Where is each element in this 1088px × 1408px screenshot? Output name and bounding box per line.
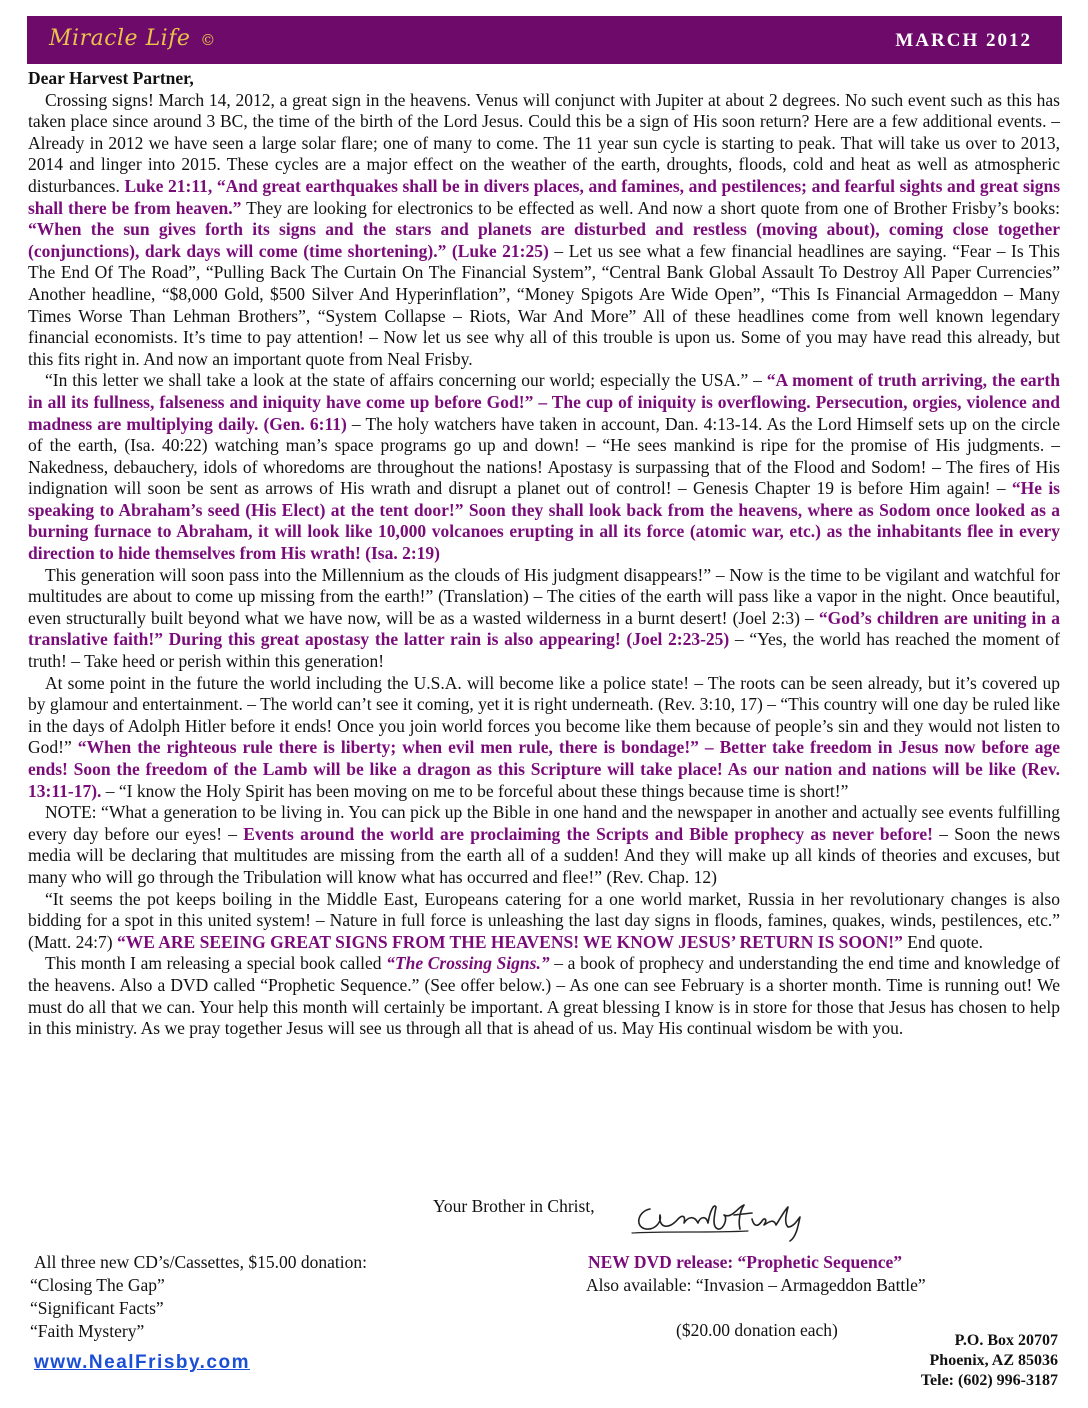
p2-text-a: “In this letter we shall take a look at the state of affairs concerning our world; especially the USA.” –: [45, 370, 762, 391]
cd-title: “Significant Facts”: [30, 1298, 164, 1318]
po-box: P.O. Box 20707: [954, 1332, 1058, 1349]
p5-text-c: – Soon the news media will be declaring that multitudes are missing from the earth all of a sudden! And they will make up all kinds of theories and excuses, but many who will go through the Tribulation will know what has occurred and flee!” (Rev. Chap. 12): [28, 823, 1061, 887]
paragraph-4: [28, 673, 1060, 803]
dvd-also-available: Also available: “Invasion – Armageddon Battle”: [586, 1275, 926, 1295]
signature: [628, 1197, 828, 1243]
dvd-heading: NEW DVD release: “Prophetic Sequence”: [588, 1252, 902, 1272]
p2-quote-2: “He is speaking to Abraham’s seed (His Elect) at the tent door!” Soon they shall look back from the heavens, where as Sodom once looked as a burning furnace to Abraham, it will look like 10,000 volcanoes erupting in all its force (atomic war, etc.) as the inhabitants flee in every direction to hide themselves from His wrath! (Isa. 2:19): [28, 478, 1060, 564]
paragraph-3: [28, 565, 1060, 673]
p7-text-b: – a book of prophecy and understanding the end time and knowledge of the heavens. Also a DVD called “Prophetic Sequence.” (See offer below.) – As one can see February is a shorter month. Time is running out! We must do all that we can. Your help this month will certainly be important. A great blessing I know is in store for those that Jesus has chosen to help in this ministry. As we pray together Jesus will see us through all that is ahead of us. May His continual wisdom be with you.: [28, 953, 1061, 1039]
website-link[interactable]: www.NealFrisby.com: [34, 1352, 250, 1373]
p4-text-c: – “I know the Holy Spirit has been moving on me to be forceful about these things because time is short!”: [105, 780, 849, 801]
paragraph-5: [28, 802, 1060, 888]
p2-quote: “A moment of truth arriving, the earth in all its fullness, falseness and iniquity have come up before God!” – The cup of iniquity is overflowing. Persecution, orgies, violence and madness are multiplying daily. (Gen. 6:11): [28, 370, 1060, 434]
logo: [49, 26, 216, 51]
book-title: “The Crossing Signs.”: [386, 953, 550, 974]
p5-quote: Events around the world are proclaiming the Scripts and Bible prophecy as never before!: [243, 823, 933, 844]
dvd-offer: [586, 1251, 926, 1297]
p4-quote: “When the righteous rule there is liberty; when evil men rule, there is bondage!” – Better take freedom in Jesus now before age ends! Soon the freedom of the Lamb will be like a dragon as this Scripture will take place! As our nation and nations will be like (Rev. 13:11-17).: [28, 737, 1060, 801]
paragraph-2: [28, 370, 1060, 564]
p4-text-a: At some point in the future the world including the U.S.A. will become like a police state! – The roots can be seen already, but it’s covered up by glamour and entertainment. – The world can’t see it coming, yet it is right underneath. (Rev. 3:10, 17) – “This country will one day be ruled like in the days of Adolph Hitler before it ends! Once you join world forces you become like them because of people’s sin and they would not listen to God!”: [28, 672, 1060, 758]
letter-body: [28, 68, 1060, 1040]
p3-quote: “God’s children are uniting in a translative faith!” During this great apostasy the latter rain is also appearing! (Joel 2:23-25): [28, 607, 1060, 650]
city-state-zip: Phoenix, AZ 85036: [929, 1352, 1058, 1369]
masthead: [27, 16, 1062, 64]
p7-text-a: This month I am releasing a special book called: [45, 953, 382, 974]
phone: Tele: (602) 996-3187: [920, 1372, 1058, 1389]
p1-scripture: Luke 21:11, “And great earthquakes shall be in divers places, and famines, and pestilences; and fearful sights and great signs shall there be from heaven.”: [28, 175, 1061, 218]
p6-text-c: End quote.: [907, 931, 984, 952]
dvd-donation: ($20.00 donation each): [676, 1320, 838, 1340]
p6-quote: “WE ARE SEEING GREAT SIGNS FROM THE HEAVENS! WE KNOW JESUS’ RETURN IS SOON!”: [116, 931, 903, 952]
p1-quote: “When the sun gives forth its signs and the stars and planets are disturbed and restless (moving about), coming close together (conjunctions), dark days will come (time shortening).” (Luke 21:25): [28, 219, 1060, 261]
mailing-address: [921, 1331, 1058, 1391]
p1-text-a: Crossing signs! March 14, 2012, a great sign in the heavens. Venus will conjunct with Jupiter at about 2 degrees. No such event such as this has taken place since around 3 BC, the time of the birth of the Lord Jesus. Could this be a sign of His soon return? Here are a few additional events. – Already in 2012 we have seen a large solar flare; one of many to come. The 11 year sun cycle is starting to peak. That will take us over to 2013, 2014 and linger into 2015. These cycles are a major effect on the weather of the earth, droughts, floods, cold and heat as well as atmospheric disturbances.: [28, 89, 1060, 196]
closing: Your Brother in Christ,: [433, 1196, 595, 1216]
logo-text: Miracle Life: [49, 26, 191, 51]
greeting: Dear Harvest Partner,: [28, 68, 194, 88]
cd-title: “Closing The Gap”: [30, 1275, 165, 1295]
copyright-symbol: ©: [200, 31, 216, 49]
cd-title: “Faith Mystery”: [30, 1321, 145, 1341]
paragraph-7: [28, 953, 1060, 1039]
cd-offer-heading: All three new CD’s/Cassettes, $15.00 donation:: [34, 1252, 367, 1272]
paragraph-1: [28, 90, 1060, 371]
paragraph-6: [28, 889, 1060, 954]
cd-offer: [30, 1251, 367, 1343]
p1-text-c: They are looking for electronics to be effected as well. And now a short quote from one of Brother Frisby’s books:: [246, 197, 1061, 218]
p5-text-a: NOTE: “What a generation to be living in. You can pick up the Bible in one hand and the newspaper in another and actually see events fulfilling every day before our eyes! –: [28, 802, 1060, 844]
p3-text-c: – “Yes, the world has reached the moment of truth! – Take heed or perish within this generation!: [28, 629, 1060, 672]
p1-text-e: – Let us see what a few financial headlines are saying. “Fear – Is This The End Of The Road”, “Pulling Back The Curtain On The Financial System”, “Central Bank Global Assault To Destroy All Paper Currencies” Another headline, “$8,000 Gold, $500 Silver And Hyperinflation”, “Money Spigots Are Wide Open”, “This Is Financial Armageddon – Many Times Worse Than Lehman Brothers”, “System Collapse – Riots, War And More” All of these headlines come from well known legendary financial economists. It’s time to pay attention! – Now let us see why all of this trouble is upon us. Some of you may have read this already, but this fits right in. And now an important quote from Neal Frisby.: [28, 240, 1060, 369]
p6-text-a: “It seems the pot keeps boiling in the Middle East, Europeans catering for a one world market, Russia in her revolutionary changes is also bidding for a spot in this united system! – Nature in full force is unleashing the last day signs in floods, famines, quakes, winds, pestilences, etc.” (Matt. 24:7): [28, 888, 1060, 952]
p3-text-a: This generation will soon pass into the Millennium as the clouds of His judgment disappears!” – Now is the time to be vigilant and watchful for multitudes are about to come up missing from the earth!” (Translation) – The cities of the earth will pass like a vapor in the night. Once beautiful, even structurally built beyond what we have now, will be as a wasted wilderness in a burnt desert! (Joel 2:3) –: [28, 564, 1060, 628]
p2-text-c: – The holy watchers have taken in account, Dan. 4:13-14. As the Lord Himself sets up on the circle of the earth, (Isa. 40:22) watching man’s space programs go up and down! – “He sees mankind is ripe for the promise of His judgments. – Nakedness, debauchery, idols of whoredoms are throughout the nations! Apostasy is surpassing that of the Flood and Sodom! – The fires of His indignation will soon be sent as arrows of His wrath and disrupt a planet out of control! – Genesis Chapter 19 is before Him again! –: [28, 413, 1061, 499]
issue-date: MARCH 2012: [895, 30, 1032, 51]
